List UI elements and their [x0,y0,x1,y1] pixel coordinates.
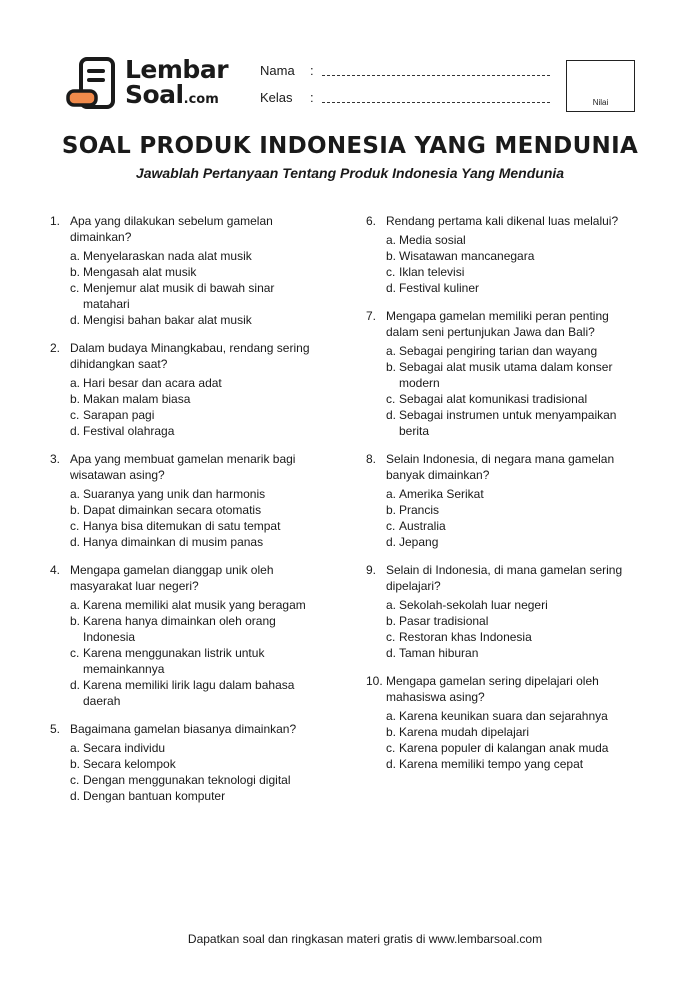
option-letter: a. [70,598,81,612]
answer-option[interactable] [386,391,626,407]
option-letter: c. [386,741,396,755]
answer-option[interactable] [386,248,626,264]
question-text: Dalam budaya Minangkabau, rendang sering dihidangkan saat? [70,341,310,371]
option-text: Iklan televisi [399,265,465,279]
question-text: Rendang pertama kali dikenal luas melalui? [386,214,619,228]
option-list [70,248,310,328]
option-letter: c. [386,630,396,644]
option-text: Mengasah alat musik [83,265,197,279]
option-text: Restoran khas Indonesia [399,630,532,644]
class-colon: : [310,90,314,105]
option-text: Sebagai alat musik utama dalam konser modern [399,360,613,390]
option-letter: c. [386,265,396,279]
question-text: Apa yang membuat gamelan menarik bagi wisatawan asing? [70,452,296,482]
option-text: Sebagai alat komunikasi tradisional [399,392,588,406]
option-letter: c. [70,408,80,422]
option-text: Prancis [399,503,440,517]
class-label: Kelas [260,90,293,105]
answer-option[interactable] [386,597,626,613]
option-letter: a. [70,249,81,263]
answer-option[interactable] [70,264,310,280]
option-letter: c. [386,392,396,406]
option-text: Karena menggunakan listrik untuk memainkannya [83,646,265,676]
option-letter: c. [70,773,80,787]
option-letter: a. [386,344,397,358]
option-letter: b. [386,725,397,739]
logo-line-1: Lembar [125,55,229,84]
option-list [386,597,626,661]
option-text: Karena hanya dimainkan oleh orang Indonesia [83,614,276,644]
option-text: Wisatawan mancanegara [399,249,535,263]
answer-option[interactable] [70,645,310,677]
question-item [366,308,626,439]
logo [66,55,229,111]
question-item [50,213,310,328]
option-letter: b. [386,614,397,628]
answer-option[interactable] [386,724,626,740]
score-label: Nilai [592,98,609,107]
option-text: Dapat dimainkan secara otomatis [83,503,262,517]
answer-option[interactable] [70,280,310,312]
answer-option[interactable] [70,312,310,328]
document-scroll-icon [66,55,122,111]
option-list [70,375,310,439]
answer-option[interactable] [386,613,626,629]
answer-option[interactable] [70,756,310,772]
option-text: Sarapan pagi [83,408,155,422]
option-text: Sekolah-sekolah luar negeri [399,598,548,612]
option-letter: d. [386,408,397,422]
page-subtitle: Jawablah Pertanyaan Tentang Produk Indonesia Yang Mendunia [135,165,565,181]
option-letter: a. [386,233,397,247]
question-number: 3. [50,452,61,466]
answer-option[interactable] [70,772,310,788]
option-list [70,486,310,550]
option-letter: c. [70,519,80,533]
answer-option[interactable] [386,534,626,550]
option-letter: d. [386,281,397,295]
option-letter: d. [386,535,397,549]
question-text: Mengapa gamelan memiliki peran penting dalam seni pertunjukan Jawa dan Bali? [386,309,609,339]
class-fill-line[interactable] [322,102,550,103]
option-text: Secara individu [83,741,166,755]
question-item [366,213,626,296]
answer-option[interactable] [386,629,626,645]
answer-option[interactable] [386,708,626,724]
logo-line-2-text: Soal [125,80,184,109]
option-list [70,740,310,804]
answer-option[interactable] [386,264,626,280]
answer-option[interactable] [386,518,626,534]
logo-suffix: .com [183,92,219,107]
question-number: 10. [366,674,383,688]
answer-option[interactable] [70,502,310,518]
option-letter: b. [70,614,81,628]
question-item [366,562,626,661]
question-text: Mengapa gamelan sering dipelajari oleh mahasiswa asing? [386,674,599,704]
question-text: Bagaimana gamelan biasanya dimainkan? [70,722,297,736]
option-list [386,486,626,550]
answer-option[interactable] [70,407,310,423]
option-text: Karena populer di kalangan anak muda [399,741,609,755]
answer-option[interactable] [70,391,310,407]
option-text: Karena mudah dipelajari [399,725,530,739]
answer-option[interactable] [386,645,626,661]
option-text: Amerika Serikat [399,487,484,501]
option-letter: d. [70,313,81,327]
option-letter: b. [386,503,397,517]
answer-option[interactable] [70,534,310,550]
answer-option[interactable] [386,502,626,518]
answer-option[interactable] [386,359,626,391]
option-text: Menjemur alat musik di bawah sinar matahari [83,281,275,311]
option-text: Festival kuliner [399,281,480,295]
option-letter: c. [386,519,396,533]
option-text: Sebagai pengiring tarian dan wayang [399,344,598,358]
question-text: Mengapa gamelan dianggap unik oleh masyarakat luar negeri? [70,563,274,593]
option-list [70,597,310,709]
option-list [386,708,626,772]
logo-line-2 [125,80,219,109]
option-text: Karena memiliki tempo yang cepat [399,757,584,771]
footer-note: Dapatkan soal dan ringkasan materi gratis di www.lembarsoal.com [187,932,543,946]
answer-option[interactable] [70,423,310,439]
answer-option[interactable] [386,407,626,439]
option-letter: b. [70,503,81,517]
answer-option[interactable] [386,280,626,296]
answer-option[interactable] [386,740,626,756]
answer-option[interactable] [70,613,310,645]
answer-option[interactable] [70,740,310,756]
option-letter: b. [70,265,81,279]
question-text: Apa yang dilakukan sebelum gamelan dimainkan? [70,214,273,244]
option-text: Hanya dimainkan di musim panas [83,535,264,549]
option-list [386,232,626,296]
option-letter: a. [70,487,81,501]
name-fill-line[interactable] [322,75,550,76]
option-letter: d. [70,535,81,549]
option-letter: d. [386,646,397,660]
question-item [50,451,310,550]
option-text: Dengan bantuan komputer [83,789,226,803]
option-letter: b. [70,392,81,406]
question-number: 2. [50,341,61,355]
question-number: 8. [366,452,377,466]
score-box[interactable] [566,60,635,112]
option-letter: d. [70,424,81,438]
option-text: Australia [399,519,446,533]
answer-option[interactable] [70,677,310,709]
option-letter: d. [386,757,397,771]
question-text: Selain Indonesia, di negara mana gamelan banyak dimainkan? [386,452,615,482]
option-text: Secara kelompok [83,757,176,771]
option-letter: d. [70,789,81,803]
option-text: Taman hiburan [399,646,479,660]
option-letter: a. [70,376,81,390]
option-letter: c. [70,646,80,660]
option-text: Mengisi bahan bakar alat musik [83,313,252,327]
question-number: 6. [366,214,377,228]
question-number: 9. [366,563,377,577]
answer-option[interactable] [386,756,626,772]
question-number: 7. [366,309,377,323]
question-number: 1. [50,214,61,228]
option-text: Sebagai instrumen untuk menyampaikan berita [399,408,617,438]
option-text: Suaranya yang unik dan harmonis [83,487,266,501]
option-text: Menyelaraskan nada alat musik [83,249,252,263]
answer-option[interactable] [70,375,310,391]
option-letter: a. [386,598,397,612]
option-letter: a. [386,487,397,501]
answer-option[interactable] [70,248,310,264]
name-label: Nama [260,63,295,78]
option-letter: d. [70,678,81,692]
answer-option[interactable] [386,486,626,502]
option-text: Dengan menggunakan teknologi digital [83,773,291,787]
option-text: Hanya bisa ditemukan di satu tempat [83,519,281,533]
question-item [50,562,310,709]
option-text: Pasar tradisional [399,614,489,628]
answer-option[interactable] [70,486,310,502]
question-item [366,673,626,772]
name-colon: : [310,63,314,78]
answer-option[interactable] [70,597,310,613]
option-text: Karena memiliki lirik lagu dalam bahasa daerah [83,678,295,708]
option-list [386,343,626,439]
option-letter: c. [70,281,80,295]
option-letter: b. [70,757,81,771]
answer-option[interactable] [386,232,626,248]
page-title: SOAL PRODUK INDONESIA YANG MENDUNIA [61,133,639,159]
answer-option[interactable] [386,343,626,359]
option-text: Media sosial [399,233,466,247]
question-number: 4. [50,563,61,577]
option-text: Festival olahraga [83,424,175,438]
option-letter: a. [70,741,81,755]
option-letter: a. [386,709,397,723]
question-item [366,451,626,550]
question-text: Selain di Indonesia, di mana gamelan sering dipelajari? [386,563,623,593]
answer-option[interactable] [70,788,310,804]
option-text: Jepang [399,535,439,549]
question-column-right [366,213,626,784]
option-letter: b. [386,360,397,374]
option-letter: b. [386,249,397,263]
answer-option[interactable] [70,518,310,534]
question-column-left [50,213,310,816]
option-text: Karena memiliki alat musik yang beragam [83,598,306,612]
option-text: Hari besar dan acara adat [83,376,222,390]
option-text: Karena keunikan suara dan sejarahnya [399,709,608,723]
question-item [50,340,310,439]
question-item [50,721,310,804]
option-text: Makan malam biasa [83,392,191,406]
question-number: 5. [50,722,61,736]
